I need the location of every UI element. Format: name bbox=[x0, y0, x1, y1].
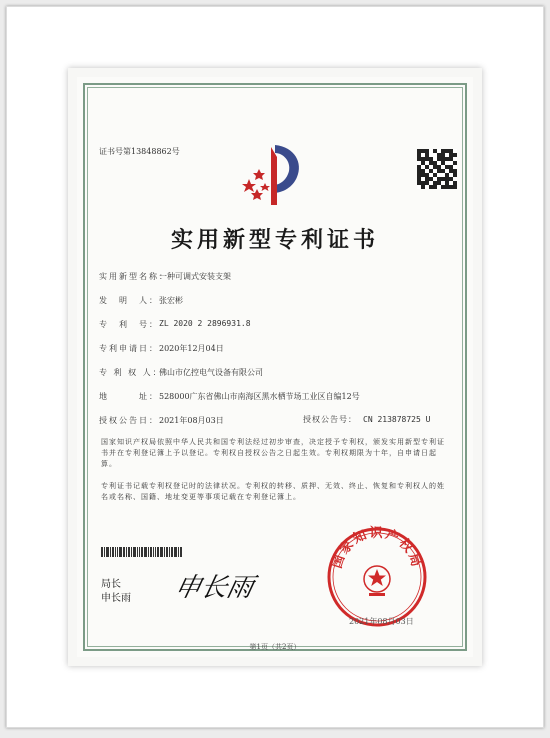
field-label-inventor: 发 明 人： bbox=[99, 296, 159, 305]
grant-date-value: 2021年08月03日 bbox=[159, 416, 224, 425]
field-value-address: 528000广东省佛山市南海区黑水栖节场工业区自编12号 bbox=[159, 392, 360, 401]
official-seal-icon bbox=[325, 525, 429, 629]
director-signature: 申长雨 bbox=[171, 573, 257, 603]
certificate-number: 证书号第13848862号 bbox=[99, 147, 180, 156]
field-value-filing-date: 2020年12月04日 bbox=[159, 344, 224, 353]
grant-pub-value: CN 213878725 U bbox=[363, 415, 431, 424]
certificate-paragraph-1: 国家知识产权局依照中华人民共和国专利法经过初步审查，决定授予专利权，颁发实用新型专利证书并在专利登记簿上予以登记。专利权自授权公告之日起生效。专利权期限为十年，自申请日起算。 bbox=[101, 438, 445, 468]
seal-date: 2021年08月03日 bbox=[349, 617, 414, 626]
grant-date-label: 授权公告日： bbox=[99, 416, 159, 425]
field-label-filing-date: 专利申请日： bbox=[99, 344, 159, 353]
field-value-patentee: 佛山市亿控电气设备有限公司 bbox=[159, 368, 263, 377]
field-label-address: 地 址： bbox=[99, 392, 159, 401]
director-name: 申长雨 bbox=[101, 593, 131, 604]
patent-certificate bbox=[77, 77, 473, 657]
frame-mat bbox=[68, 68, 482, 666]
barcode-icon bbox=[101, 547, 211, 557]
field-value-patent-number: ZL 2020 2 2896931.8 bbox=[159, 319, 251, 328]
field-label-patentee: 专 利 权 人： bbox=[99, 368, 163, 377]
svg-text:国家知识产权局 bbox=[329, 525, 424, 570]
field-value-name: 一种可调式安装支架 bbox=[159, 272, 231, 281]
field-value-inventor: 张宏彬 bbox=[159, 296, 183, 305]
qr-code-icon bbox=[417, 149, 457, 189]
certificate-paragraph-2: 专利证书记载专利权登记时的法律状况。专利权的转移、质押、无效、终止、恢复和专利权人的姓名或名称、国籍、地址变更等事项记载在专利登记簿上。 bbox=[101, 482, 445, 501]
field-label-name: 实用新型名称： bbox=[99, 272, 169, 281]
patent-office-logo-icon bbox=[237, 139, 313, 209]
director-title: 局长 bbox=[101, 579, 121, 590]
certificate-title: 实用新型专利证书 bbox=[170, 227, 379, 253]
field-label-patent-number: 专 利 号： bbox=[99, 320, 159, 329]
grant-pub-label: 授权公告号： bbox=[303, 415, 357, 424]
picture-frame bbox=[6, 6, 544, 728]
seal-text: 国家知识产权局 bbox=[329, 526, 425, 571]
page-footer: 第1页（共2页） bbox=[249, 643, 301, 651]
